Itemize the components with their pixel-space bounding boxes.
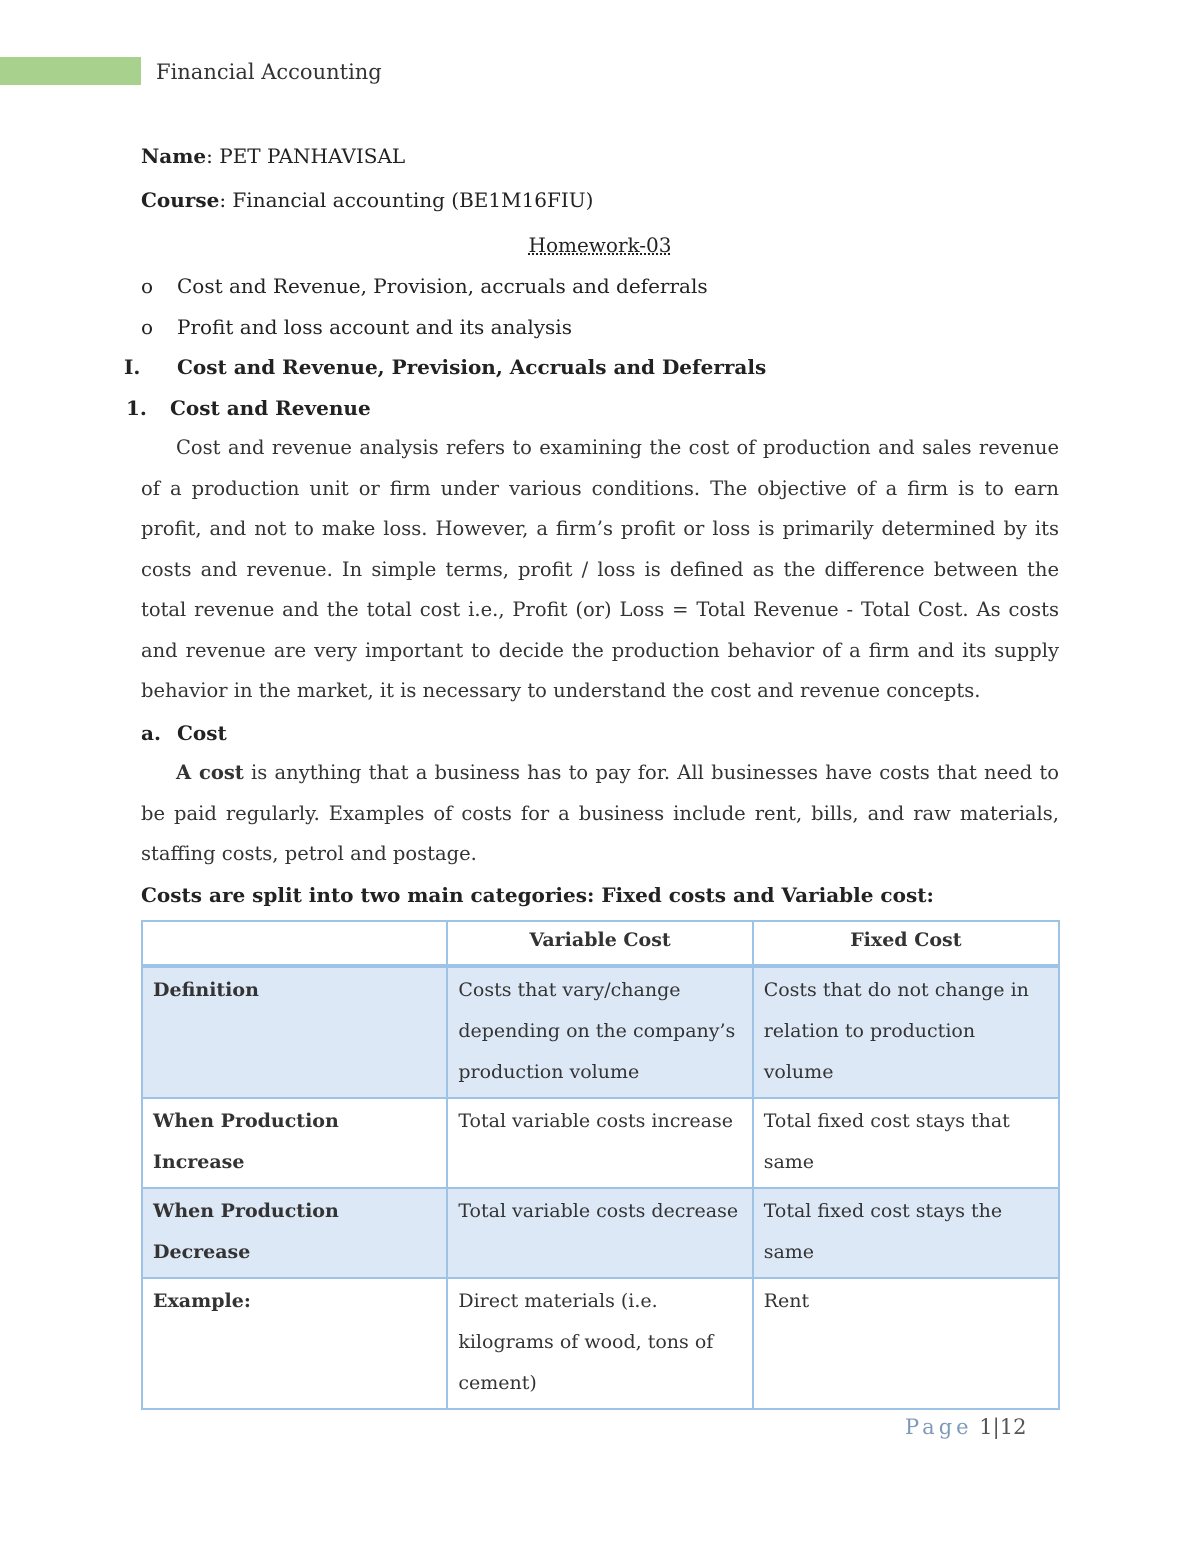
topic-item [141, 313, 572, 341]
section-numeral: I. [124, 355, 141, 379]
table-header-cell [142, 921, 447, 966]
subsection-a-title: Cost [177, 721, 227, 745]
topic-text: Profit and loss account and its analysis [177, 315, 572, 339]
section-heading [124, 353, 766, 381]
subsection-heading [126, 394, 371, 422]
row-label: When Production Increase [142, 1098, 447, 1188]
section-title: Cost and Revenue, Prevision, Accruals and Deferrals [177, 355, 767, 379]
table-row [142, 1278, 1059, 1409]
page-current: 1 [979, 1415, 993, 1439]
page-footer [905, 1413, 1026, 1441]
homework-title: Homework-03 [528, 233, 672, 257]
fixed-cost-cell: Costs that do not change in relation to production volume [753, 966, 1059, 1098]
subsection-number: 1. [126, 396, 147, 420]
paragraph-cost-definition: A cost is anything that a business has to pay for. All businesses have costs that need to be paid regularly. Examples of costs for a business include rent, bills, and raw materials, staffing costs, petrol and postage. [141, 761, 1059, 865]
subsection-letter: a. [141, 721, 161, 745]
name-label: Name [141, 144, 207, 168]
topic-bullet: o [141, 315, 154, 339]
page-separator: | [992, 1415, 1000, 1439]
variable-cost-cell: Direct materials (i.e. kilograms of wood, tons of cement) [447, 1278, 752, 1409]
row-label: Definition [142, 966, 447, 1098]
fixed-cost-cell: Total fixed cost stays that same [753, 1098, 1059, 1188]
student-name-line [141, 142, 405, 170]
table-header-row [142, 921, 1059, 966]
row-label: When Production Decrease [142, 1188, 447, 1278]
subsection-title: Cost and Revenue [170, 396, 371, 420]
page-word: Page [905, 1415, 973, 1439]
table-row [142, 966, 1059, 1098]
fixed-cost-cell: Total fixed cost stays the same [753, 1188, 1059, 1278]
cost-comparison-table [141, 920, 1060, 1410]
paragraph-cost-revenue: Cost and revenue analysis refers to examining the cost of production and sales revenue of a production unit or firm under various conditions. The objective of a firm is to earn profit, and not to make loss. However, a firm’s profit or loss is primarily determined by its costs and revenue. In simple terms, profit / loss is defined as the difference between the total revenue and the total cost i.e., Profit (or) Loss = Total Revenue - Total Cost. As costs and revenue are very important to decide the production behavior of a firm and its supply behavior in the market, it is necessary to understand the cost and revenue concepts. [141, 436, 1059, 702]
cost-lead-term: A cost [176, 761, 244, 784]
table-header-cell: Variable Cost [447, 921, 752, 966]
course-value: : Financial accounting (BE1M16FIU) [219, 188, 594, 212]
table-row [142, 1188, 1059, 1278]
row-label: Example: [142, 1278, 447, 1409]
course-label: Course [141, 188, 220, 212]
course-line [141, 186, 593, 214]
name-value: : PET PANHAVISAL [206, 144, 406, 168]
topic-item [141, 272, 708, 300]
topic-text: Cost and Revenue, Provision, accruals and deferrals [177, 274, 708, 298]
page-total: 12 [999, 1415, 1027, 1439]
topic-bullet: o [141, 274, 154, 298]
variable-cost-cell: Total variable costs decrease [447, 1188, 752, 1278]
subsection-a-heading [141, 719, 227, 747]
fixed-cost-cell: Rent [753, 1278, 1059, 1409]
variable-cost-cell: Total variable costs increase [447, 1098, 752, 1188]
variable-cost-cell: Costs that vary/change depending on the company’s production volume [447, 966, 752, 1098]
header-accent-bar [0, 57, 141, 85]
categories-heading: Costs are split into two main categories: Fixed costs and Variable cost: [141, 883, 934, 907]
table-header-cell: Fixed Cost [753, 921, 1059, 966]
table-row [142, 1098, 1059, 1188]
document-header-title: Financial Accounting [156, 60, 382, 84]
